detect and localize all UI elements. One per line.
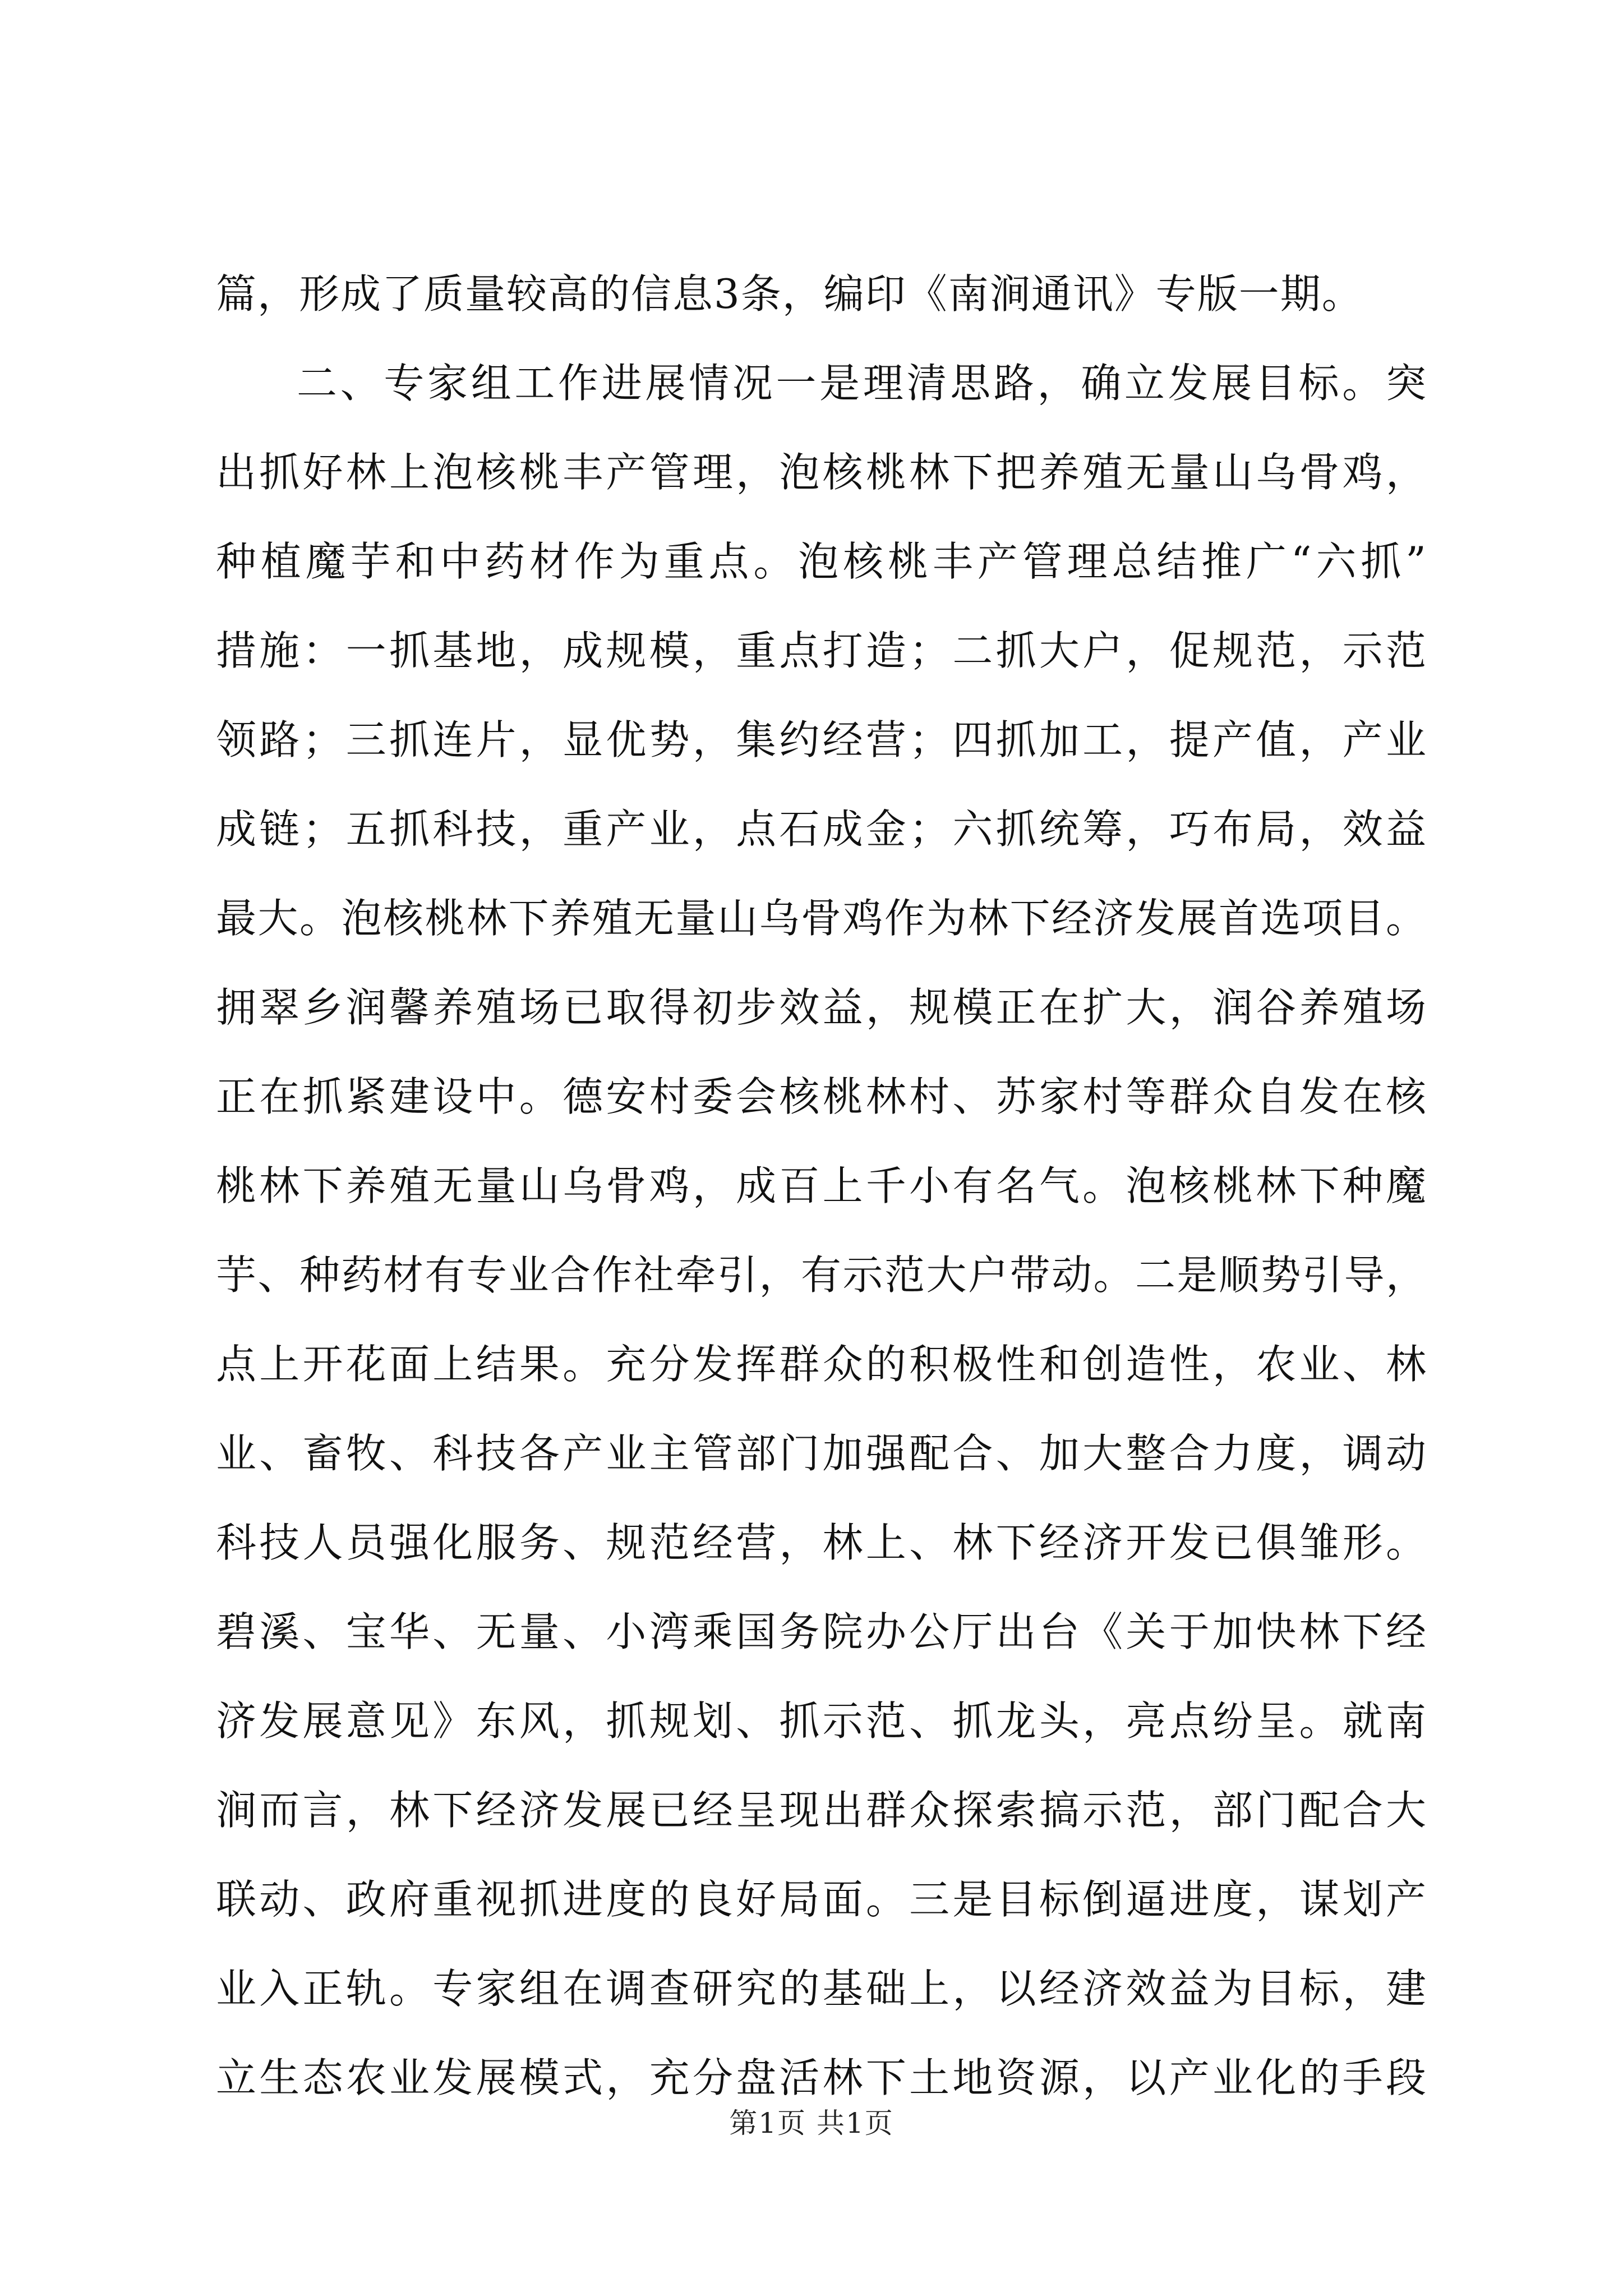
text-line: 二、专家组工作进展情况一是理清思路，确立发展目标。突 bbox=[297, 360, 1427, 407]
text-line: 措施：一抓基地，成规模，重点打造；二抓大户，促规范，示范 bbox=[216, 627, 1427, 674]
text-line: 桃林下养殖无量山乌骨鸡，成百上千小有名气。泡核桃林下种魔 bbox=[216, 1162, 1427, 1209]
text-line: 领路；三抓连片，显优势，集约经营；四抓加工，提产值，产业 bbox=[216, 716, 1427, 763]
body-text bbox=[216, 250, 1427, 2123]
text-line: 业、畜牧、科技各产业主管部门加强配合、加大整合力度，调动 bbox=[216, 1430, 1427, 1477]
text-line: 拥翠乡润馨养殖场已取得初步效益，规模正在扩大，润谷养殖场 bbox=[216, 984, 1427, 1031]
text-line: 涧而言，林下经济发展已经呈现出群众探索搞示范，部门配合大 bbox=[216, 1787, 1427, 1834]
text-line: 业入正轨。专家组在调查研究的基础上，以经济效益为目标，建 bbox=[216, 1965, 1427, 2012]
text-line: 篇，形成了质量较高的信息3条，编印《南涧通讯》专版一期。 bbox=[216, 270, 1363, 318]
text-line: 正在抓紧建设中。德安村委会核桃林村、苏家村等群众自发在核 bbox=[216, 1073, 1427, 1120]
text-line: 种植魔芋和中药材作为重点。泡核桃丰产管理总结推广“六抓” bbox=[216, 538, 1427, 585]
text-line: 芋、种药材有专业合作社牵引，有示范大户带动。二是顺势引导， bbox=[216, 1251, 1427, 1299]
text-line: 出抓好林上泡核桃丰产管理，泡核桃林下把养殖无量山乌骨鸡， bbox=[216, 449, 1427, 496]
text-line: 成链；五抓科技，重产业，点石成金；六抓统筹，巧布局，效益 bbox=[216, 806, 1427, 853]
text-line: 济发展意见》东风，抓规划、抓示范、抓龙头，亮点纷呈。就南 bbox=[216, 1697, 1427, 1745]
text-line: 科技人员强化服务、规范经营，林上、林下经济开发已俱雏形。 bbox=[216, 1519, 1427, 1566]
text-line: 立生态农业发展模式，充分盘活林下土地资源，以产业化的手段 bbox=[216, 2054, 1427, 2101]
text-line: 联动、政府重视抓进度的良好局面。三是目标倒逼进度，谋划产 bbox=[216, 1876, 1427, 1923]
text-line: 点上开花面上结果。充分发挥群众的积极性和创造性，农业、林 bbox=[216, 1341, 1427, 1388]
text-line: 最大。泡核桃林下养殖无量山乌骨鸡作为林下经济发展首选项目。 bbox=[216, 895, 1427, 942]
page-footer: 第1页 共1页 bbox=[729, 2107, 894, 2139]
text-line: 碧溪、宝华、无量、小湾乘国务院办公厅出台《关于加快林下经 bbox=[216, 1608, 1427, 1655]
